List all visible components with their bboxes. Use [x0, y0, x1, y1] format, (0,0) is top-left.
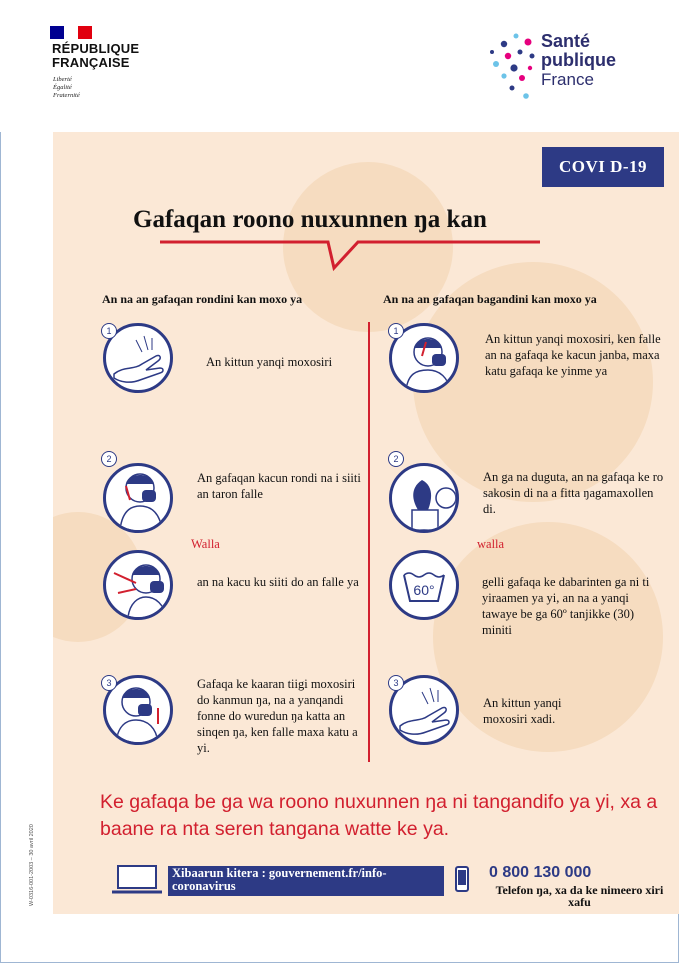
- right-step-1-text: An kittun yanqi moxosiri, ken falle an na gafaqa ke kacun janba, maxa katu gafaqa ke yinme ya: [485, 332, 661, 378]
- phone-number[interactable]: 0 800 130 000: [489, 864, 592, 881]
- bag-mask-icon: [389, 463, 459, 533]
- left-step-1-text: An kittun yanqi moxosiri: [206, 355, 333, 369]
- info-website-link[interactable]: Xibaarun kitera : gouvernement.fr/info- coronavirus: [168, 866, 444, 896]
- wash-60-icon: [389, 550, 459, 620]
- step-number: 1: [388, 323, 404, 339]
- sante-publique-logo-icon: [486, 26, 546, 106]
- left-column-heading: An na an gafaqan rondini kan moxo ya: [102, 292, 303, 306]
- document-reference: W-0316-001-2003 – 30 avril 2020: [29, 824, 35, 906]
- phone-icon: [455, 866, 469, 892]
- sante-publique-france-name: Santé publique France: [541, 31, 616, 89]
- header: [0, 0, 679, 132]
- left-step-2-text: An gafaqan kacun rondi na i siiti an taron falle: [197, 471, 361, 501]
- step-number: 3: [101, 675, 117, 691]
- phone-caption: Telefon ŋa, xa da ke nimeero xiri xafu: [495, 883, 664, 909]
- republique-francaise-title: RÉPUBLIQUE FRANÇAISE: [52, 41, 140, 70]
- or-separator-right: walla: [477, 537, 505, 551]
- or-separator-left: Walla: [191, 537, 220, 551]
- covid-badge: COVI D-19: [542, 147, 664, 187]
- right-column-heading: An na an gafaqan bagandini kan moxo ya: [383, 292, 597, 306]
- speech-bubble-underline: [160, 238, 540, 278]
- step-number: 1: [101, 323, 117, 339]
- left-step-2b-text: an na kacu ku siiti do an falle ya: [197, 575, 359, 589]
- svg-text:60°: 60°: [413, 582, 435, 598]
- remove-mask-ears-icon: [103, 463, 173, 533]
- republic-motto: Liberté Égalité Fraternité: [53, 76, 80, 99]
- page-title: Gafaqan roono nuxunnen ŋa kan: [133, 206, 487, 233]
- step-number: 3: [388, 675, 404, 691]
- step-number: 2: [101, 451, 117, 467]
- right-step-2b-text: gelli gafaqa ke dabarinten ga ni ti yiraamen ya yi, an na a yanqi tawaye be ga 60º tanjikke (30) miniti: [482, 575, 650, 637]
- column-divider: [368, 322, 370, 762]
- untie-mask-icon: [103, 550, 173, 620]
- right-step-2-text: An ga na duguta, an na gafaqa ke ro sakosin di na a fitta ŋagamaxollen di.: [483, 470, 664, 516]
- french-flag-icon: [50, 26, 92, 39]
- warning-message: Ke gafaqa be ga wa roono nuxunnen ŋa ni tangandifo ya yi, xa a baane ra nta seren tangana watte ke ya.: [100, 791, 658, 840]
- left-step-3-text: Gafaqa ke kaaran tiigi moxosiri do kanmun ŋa, na a yanqandi fonne do wuredun ŋa katta an sinqen ŋa, ken falle maxa katu a yi.: [197, 677, 358, 755]
- step-number: 2: [388, 451, 404, 467]
- laptop-icon: [112, 864, 162, 896]
- right-step-3-text: An kittun yanqi moxosiri xadi.: [483, 696, 562, 726]
